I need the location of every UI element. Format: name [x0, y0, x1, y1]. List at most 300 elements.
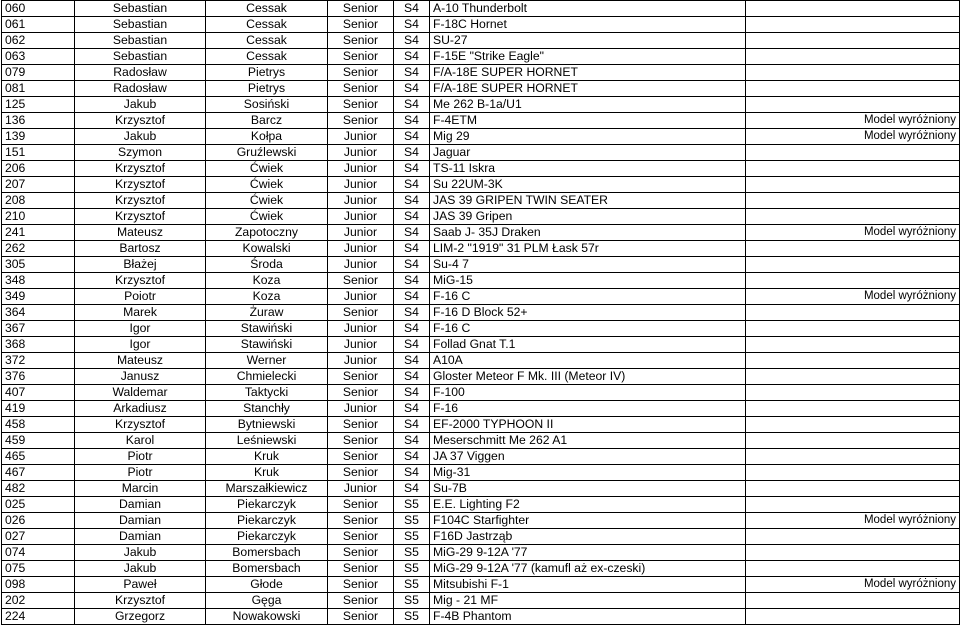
entry-number-cell: 207	[2, 177, 75, 193]
category-cell: Senior	[328, 609, 394, 625]
category-cell: Junior	[328, 289, 394, 305]
last-name-cell: Środa	[206, 257, 328, 273]
entry-number-cell: 062	[2, 33, 75, 49]
first-name-cell: Błażej	[75, 257, 206, 273]
first-name-cell: Paweł	[75, 577, 206, 593]
model-name-cell: Su-7B	[430, 481, 746, 497]
category-cell: Junior	[328, 193, 394, 209]
class-cell: S4	[394, 449, 430, 465]
award-note-cell	[746, 481, 960, 497]
category-cell: Senior	[328, 305, 394, 321]
table-row	[2, 17, 960, 33]
category-cell: Senior	[328, 513, 394, 529]
category-cell: Senior	[328, 17, 394, 33]
class-cell: S4	[394, 33, 430, 49]
category-cell: Senior	[328, 593, 394, 609]
class-cell: S4	[394, 305, 430, 321]
table-row	[2, 65, 960, 81]
category-cell: Senior	[328, 465, 394, 481]
model-name-cell: TS-11 Iskra	[430, 161, 746, 177]
model-name-cell: Su 22UM-3K	[430, 177, 746, 193]
award-note-cell	[746, 321, 960, 337]
last-name-cell: Bomersbach	[206, 561, 328, 577]
class-cell: S5	[394, 609, 430, 625]
award-note-cell	[746, 449, 960, 465]
award-note-cell	[746, 273, 960, 289]
category-cell: Junior	[328, 129, 394, 145]
table-row	[2, 193, 960, 209]
class-cell: S4	[394, 129, 430, 145]
results-table-body	[2, 1, 960, 625]
class-cell: S5	[394, 545, 430, 561]
table-row	[2, 545, 960, 561]
first-name-cell: Mateusz	[75, 353, 206, 369]
category-cell: Junior	[328, 225, 394, 241]
category-cell: Junior	[328, 481, 394, 497]
award-note-cell	[746, 545, 960, 561]
award-note-cell	[746, 337, 960, 353]
entry-number-cell: 098	[2, 577, 75, 593]
model-name-cell: Saab J- 35J Draken	[430, 225, 746, 241]
table-row	[2, 1, 960, 17]
award-note-cell	[746, 609, 960, 625]
first-name-cell: Bartosz	[75, 241, 206, 257]
award-note-cell	[746, 305, 960, 321]
entry-number-cell: 372	[2, 353, 75, 369]
table-row	[2, 353, 960, 369]
last-name-cell: Gęga	[206, 593, 328, 609]
model-name-cell: Mig-31	[430, 465, 746, 481]
class-cell: S4	[394, 401, 430, 417]
first-name-cell: Poiotr	[75, 289, 206, 305]
first-name-cell: Jakub	[75, 97, 206, 113]
model-name-cell: A10A	[430, 353, 746, 369]
award-note-cell: Model wyróżniony	[746, 113, 960, 129]
award-note-cell	[746, 177, 960, 193]
class-cell: S4	[394, 49, 430, 65]
first-name-cell: Sebastian	[75, 17, 206, 33]
last-name-cell: Ćwiek	[206, 209, 328, 225]
entry-number-cell: 305	[2, 257, 75, 273]
award-note-cell: Model wyróżniony	[746, 289, 960, 305]
last-name-cell: Kowalski	[206, 241, 328, 257]
entry-number-cell: 458	[2, 417, 75, 433]
table-row	[2, 225, 960, 241]
last-name-cell: Leśniewski	[206, 433, 328, 449]
category-cell: Junior	[328, 177, 394, 193]
last-name-cell: Kruk	[206, 449, 328, 465]
model-name-cell: SU-27	[430, 33, 746, 49]
table-row	[2, 241, 960, 257]
last-name-cell: Cessak	[206, 33, 328, 49]
model-name-cell: MiG-15	[430, 273, 746, 289]
class-cell: S4	[394, 417, 430, 433]
last-name-cell: Piekarczyk	[206, 529, 328, 545]
entry-number-cell: 063	[2, 49, 75, 65]
class-cell: S4	[394, 113, 430, 129]
class-cell: S4	[394, 465, 430, 481]
model-name-cell: JA 37 Viggen	[430, 449, 746, 465]
table-row	[2, 369, 960, 385]
class-cell: S4	[394, 17, 430, 33]
model-name-cell: F-16 C	[430, 321, 746, 337]
award-note-cell: Model wyróżniony	[746, 225, 960, 241]
category-cell: Senior	[328, 81, 394, 97]
class-cell: S4	[394, 97, 430, 113]
last-name-cell: Stawiński	[206, 337, 328, 353]
class-cell: S5	[394, 561, 430, 577]
category-cell: Senior	[328, 113, 394, 129]
table-row	[2, 273, 960, 289]
model-name-cell: F-16 D Block 52+	[430, 305, 746, 321]
award-note-cell	[746, 65, 960, 81]
model-name-cell: F-16	[430, 401, 746, 417]
class-cell: S4	[394, 1, 430, 17]
last-name-cell: Stanchły	[206, 401, 328, 417]
award-note-cell	[746, 593, 960, 609]
category-cell: Senior	[328, 561, 394, 577]
category-cell: Senior	[328, 577, 394, 593]
last-name-cell: Cessak	[206, 17, 328, 33]
class-cell: S4	[394, 369, 430, 385]
last-name-cell: Zapotoczny	[206, 225, 328, 241]
last-name-cell: Piekarczyk	[206, 497, 328, 513]
class-cell: S5	[394, 577, 430, 593]
class-cell: S4	[394, 193, 430, 209]
first-name-cell: Krzysztof	[75, 209, 206, 225]
last-name-cell: Cessak	[206, 1, 328, 17]
category-cell: Senior	[328, 385, 394, 401]
model-name-cell: Follad Gnat T.1	[430, 337, 746, 353]
class-cell: S4	[394, 321, 430, 337]
table-row	[2, 161, 960, 177]
first-name-cell: Jakub	[75, 545, 206, 561]
award-note-cell	[746, 433, 960, 449]
category-cell: Junior	[328, 145, 394, 161]
entry-number-cell: 224	[2, 609, 75, 625]
entry-number-cell: 026	[2, 513, 75, 529]
first-name-cell: Jakub	[75, 561, 206, 577]
first-name-cell: Janusz	[75, 369, 206, 385]
award-note-cell	[746, 465, 960, 481]
model-name-cell: F/A-18E SUPER HORNET	[430, 81, 746, 97]
class-cell: S4	[394, 209, 430, 225]
model-name-cell: Jaguar	[430, 145, 746, 161]
first-name-cell: Krzysztof	[75, 417, 206, 433]
entry-number-cell: 081	[2, 81, 75, 97]
entry-number-cell: 139	[2, 129, 75, 145]
model-name-cell: Me 262 B-1a/U1	[430, 97, 746, 113]
first-name-cell: Sebastian	[75, 49, 206, 65]
last-name-cell: Pietrys	[206, 65, 328, 81]
first-name-cell: Igor	[75, 337, 206, 353]
last-name-cell: Stawiński	[206, 321, 328, 337]
last-name-cell: Bomersbach	[206, 545, 328, 561]
category-cell: Junior	[328, 321, 394, 337]
last-name-cell: Głode	[206, 577, 328, 593]
entry-number-cell: 368	[2, 337, 75, 353]
entry-number-cell: 079	[2, 65, 75, 81]
last-name-cell: Ćwiek	[206, 177, 328, 193]
category-cell: Senior	[328, 545, 394, 561]
class-cell: S4	[394, 273, 430, 289]
category-cell: Junior	[328, 257, 394, 273]
model-name-cell: MiG-29 9-12A '77	[430, 545, 746, 561]
award-note-cell	[746, 353, 960, 369]
table-row	[2, 97, 960, 113]
first-name-cell: Igor	[75, 321, 206, 337]
award-note-cell	[746, 257, 960, 273]
entry-number-cell: 349	[2, 289, 75, 305]
entry-number-cell: 025	[2, 497, 75, 513]
class-cell: S4	[394, 241, 430, 257]
category-cell: Senior	[328, 49, 394, 65]
table-row	[2, 81, 960, 97]
award-note-cell	[746, 49, 960, 65]
category-cell: Senior	[328, 33, 394, 49]
last-name-cell: Barcz	[206, 113, 328, 129]
last-name-cell: Żuraw	[206, 305, 328, 321]
entry-number-cell: 151	[2, 145, 75, 161]
table-row	[2, 337, 960, 353]
entry-number-cell: 125	[2, 97, 75, 113]
results-table	[1, 0, 960, 625]
entry-number-cell: 027	[2, 529, 75, 545]
table-row	[2, 465, 960, 481]
first-name-cell: Sebastian	[75, 33, 206, 49]
class-cell: S4	[394, 81, 430, 97]
first-name-cell: Krzysztof	[75, 273, 206, 289]
entry-number-cell: 202	[2, 593, 75, 609]
entry-number-cell: 467	[2, 465, 75, 481]
table-row	[2, 49, 960, 65]
class-cell: S5	[394, 529, 430, 545]
first-name-cell: Grzegorz	[75, 609, 206, 625]
award-note-cell	[746, 561, 960, 577]
table-row	[2, 417, 960, 433]
last-name-cell: Ćwiek	[206, 161, 328, 177]
entry-number-cell: 136	[2, 113, 75, 129]
class-cell: S5	[394, 513, 430, 529]
entry-number-cell: 061	[2, 17, 75, 33]
table-row	[2, 209, 960, 225]
award-note-cell	[746, 81, 960, 97]
category-cell: Senior	[328, 529, 394, 545]
model-name-cell: A-10 Thunderbolt	[430, 1, 746, 17]
first-name-cell: Marcin	[75, 481, 206, 497]
class-cell: S4	[394, 433, 430, 449]
award-note-cell	[746, 209, 960, 225]
first-name-cell: Piotr	[75, 465, 206, 481]
table-row	[2, 385, 960, 401]
class-cell: S4	[394, 337, 430, 353]
table-row	[2, 257, 960, 273]
category-cell: Senior	[328, 449, 394, 465]
category-cell: Senior	[328, 1, 394, 17]
table-row	[2, 129, 960, 145]
entry-number-cell: 060	[2, 1, 75, 17]
model-name-cell: F/A-18E SUPER HORNET	[430, 65, 746, 81]
last-name-cell: Ćwiek	[206, 193, 328, 209]
last-name-cell: Werner	[206, 353, 328, 369]
first-name-cell: Radosław	[75, 81, 206, 97]
last-name-cell: Bytniewski	[206, 417, 328, 433]
table-row	[2, 529, 960, 545]
model-name-cell: Gloster Meteor F Mk. III (Meteor IV)	[430, 369, 746, 385]
category-cell: Senior	[328, 417, 394, 433]
category-cell: Senior	[328, 65, 394, 81]
table-row	[2, 561, 960, 577]
model-name-cell: Su-4 7	[430, 257, 746, 273]
category-cell: Senior	[328, 433, 394, 449]
category-cell: Junior	[328, 353, 394, 369]
category-cell: Senior	[328, 497, 394, 513]
class-cell: S4	[394, 65, 430, 81]
table-row	[2, 177, 960, 193]
entry-number-cell: 210	[2, 209, 75, 225]
model-name-cell: F-18C Hornet	[430, 17, 746, 33]
table-row	[2, 33, 960, 49]
class-cell: S4	[394, 177, 430, 193]
first-name-cell: Marek	[75, 305, 206, 321]
entry-number-cell: 376	[2, 369, 75, 385]
table-row	[2, 433, 960, 449]
model-name-cell: LIM-2 "1919" 31 PLM Łask 57r	[430, 241, 746, 257]
entry-number-cell: 075	[2, 561, 75, 577]
award-note-cell	[746, 161, 960, 177]
award-note-cell	[746, 17, 960, 33]
award-note-cell	[746, 529, 960, 545]
first-name-cell: Damian	[75, 529, 206, 545]
award-note-cell	[746, 401, 960, 417]
model-name-cell: Mitsubishi F-1	[430, 577, 746, 593]
last-name-cell: Piekarczyk	[206, 513, 328, 529]
class-cell: S4	[394, 145, 430, 161]
award-note-cell	[746, 385, 960, 401]
last-name-cell: Taktycki	[206, 385, 328, 401]
category-cell: Senior	[328, 273, 394, 289]
table-row	[2, 513, 960, 529]
class-cell: S4	[394, 225, 430, 241]
entry-number-cell: 241	[2, 225, 75, 241]
entry-number-cell: 482	[2, 481, 75, 497]
model-name-cell: E.E. Lighting F2	[430, 497, 746, 513]
first-name-cell: Damian	[75, 497, 206, 513]
award-note-cell	[746, 97, 960, 113]
table-row	[2, 449, 960, 465]
first-name-cell: Waldemar	[75, 385, 206, 401]
award-note-cell	[746, 193, 960, 209]
award-note-cell	[746, 497, 960, 513]
category-cell: Junior	[328, 161, 394, 177]
last-name-cell: Marszałkiewicz	[206, 481, 328, 497]
class-cell: S5	[394, 497, 430, 513]
model-name-cell: EF-2000 TYPHOON II	[430, 417, 746, 433]
model-name-cell: F-15E "Strike Eagle"	[430, 49, 746, 65]
first-name-cell: Jakub	[75, 129, 206, 145]
table-row	[2, 577, 960, 593]
table-row	[2, 321, 960, 337]
award-note-cell: Model wyróżniony	[746, 577, 960, 593]
model-name-cell: Mig 29	[430, 129, 746, 145]
first-name-cell: Radosław	[75, 65, 206, 81]
category-cell: Junior	[328, 337, 394, 353]
entry-number-cell: 407	[2, 385, 75, 401]
model-name-cell: F-4ETM	[430, 113, 746, 129]
table-row	[2, 145, 960, 161]
entry-number-cell: 206	[2, 161, 75, 177]
model-name-cell: F-100	[430, 385, 746, 401]
last-name-cell: Sosiński	[206, 97, 328, 113]
last-name-cell: Chmielecki	[206, 369, 328, 385]
category-cell: Senior	[328, 369, 394, 385]
last-name-cell: Cessak	[206, 49, 328, 65]
first-name-cell: Piotr	[75, 449, 206, 465]
first-name-cell: Karol	[75, 433, 206, 449]
entry-number-cell: 419	[2, 401, 75, 417]
table-row	[2, 481, 960, 497]
model-name-cell: JAS 39 Gripen	[430, 209, 746, 225]
model-name-cell: F16D Jastrząb	[430, 529, 746, 545]
first-name-cell: Krzysztof	[75, 593, 206, 609]
category-cell: Junior	[328, 209, 394, 225]
class-cell: S4	[394, 481, 430, 497]
entry-number-cell: 465	[2, 449, 75, 465]
award-note-cell	[746, 33, 960, 49]
class-cell: S5	[394, 593, 430, 609]
category-cell: Junior	[328, 401, 394, 417]
award-note-cell	[746, 241, 960, 257]
table-row	[2, 609, 960, 625]
award-note-cell: Model wyróżniony	[746, 513, 960, 529]
table-row	[2, 113, 960, 129]
award-note-cell	[746, 369, 960, 385]
entry-number-cell: 262	[2, 241, 75, 257]
model-name-cell: F-4B Phantom	[430, 609, 746, 625]
last-name-cell: Nowakowski	[206, 609, 328, 625]
first-name-cell: Krzysztof	[75, 177, 206, 193]
first-name-cell: Mateusz	[75, 225, 206, 241]
first-name-cell: Krzysztof	[75, 193, 206, 209]
first-name-cell: Krzysztof	[75, 161, 206, 177]
entry-number-cell: 364	[2, 305, 75, 321]
first-name-cell: Sebastian	[75, 1, 206, 17]
model-name-cell: MiG-29 9-12A '77 (kamufl aż ex-czeski)	[430, 561, 746, 577]
model-name-cell: F-16 C	[430, 289, 746, 305]
class-cell: S4	[394, 161, 430, 177]
first-name-cell: Arkadiusz	[75, 401, 206, 417]
first-name-cell: Szymon	[75, 145, 206, 161]
first-name-cell: Krzysztof	[75, 113, 206, 129]
model-name-cell: F104C Starfighter	[430, 513, 746, 529]
entry-number-cell: 208	[2, 193, 75, 209]
model-name-cell: JAS 39 GRIPEN TWIN SEATER	[430, 193, 746, 209]
model-name-cell: Mig - 21 MF	[430, 593, 746, 609]
award-note-cell: Model wyróżniony	[746, 129, 960, 145]
class-cell: S4	[394, 385, 430, 401]
entry-number-cell: 074	[2, 545, 75, 561]
last-name-cell: Pietrys	[206, 81, 328, 97]
first-name-cell: Damian	[75, 513, 206, 529]
last-name-cell: Kołpa	[206, 129, 328, 145]
last-name-cell: Koza	[206, 273, 328, 289]
class-cell: S4	[394, 257, 430, 273]
last-name-cell: Gruźlewski	[206, 145, 328, 161]
table-row	[2, 593, 960, 609]
table-row	[2, 289, 960, 305]
award-note-cell	[746, 1, 960, 17]
model-name-cell: Meserschmitt Me 262 A1	[430, 433, 746, 449]
